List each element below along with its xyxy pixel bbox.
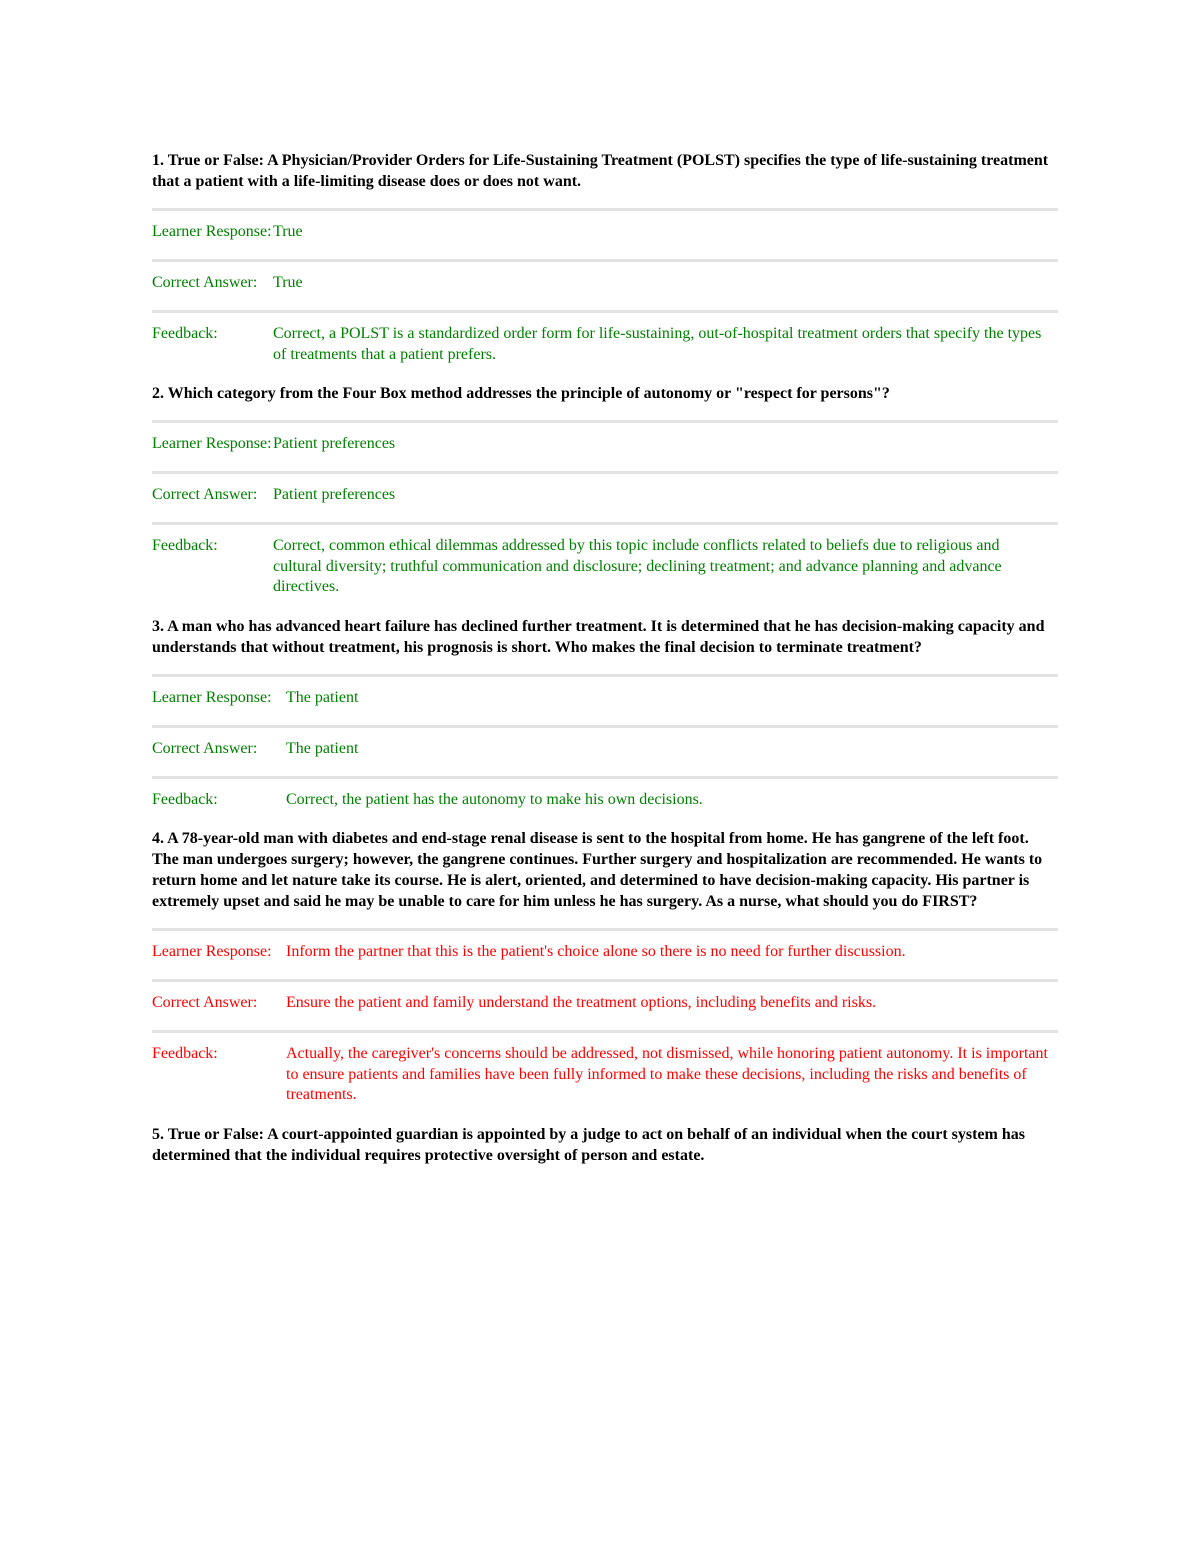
- feedback-label: Feedback:: [152, 790, 218, 808]
- question-text: 3. A man who has advanced heart failure has declined further treatment. It is determined that he has decision-making capacity and understands that without treatment, his prognosis is short. Who makes the final decision to terminate treatment?: [152, 617, 1045, 656]
- learner-response-value: Inform the partner that this is the patient's choice alone so there is no need for further discussion.: [286, 943, 906, 960]
- question-block-1: [152, 150, 1058, 369]
- feedback-label: Feedback:: [152, 325, 218, 342]
- learner-response-row: [152, 208, 1058, 259]
- question-text: 2. Which category from the Four Box method addresses the principle of autonomy or "respect for persons"?: [152, 385, 890, 402]
- answer-table: [152, 208, 1058, 369]
- learner-response-row: [152, 420, 1058, 471]
- correct-answer-value: Ensure the patient and family understand the treatment options, including benefits and risks.: [286, 994, 877, 1011]
- correct-answer-label: Correct Answer:: [152, 274, 258, 291]
- learner-response-label: Learner Response:: [152, 943, 272, 960]
- question-text: 1. True or False: A Physician/Provider Orders for Life-Sustaining Treatment (POLST) specifies the type of life-sustaining treatment that a patient with a life-limiting disease does or does not want.: [152, 152, 1049, 190]
- learner-response-label: Learner Response:: [152, 223, 272, 240]
- correct-answer-label: Correct Answer:: [152, 994, 258, 1011]
- learner-response-value: Patient preferences: [273, 435, 396, 452]
- correct-answer-row: [152, 259, 1058, 310]
- learner-response-value: True: [273, 223, 303, 240]
- question-block-4: [152, 828, 1058, 1110]
- correct-answer-value: Patient preferences: [273, 486, 396, 503]
- question-block-2: [152, 383, 1058, 602]
- correct-answer-label: Correct Answer:: [152, 486, 258, 503]
- answer-table: [152, 420, 1058, 602]
- question-block-5: [152, 1124, 1058, 1166]
- feedback-label: Feedback:: [152, 1045, 218, 1062]
- feedback-row: [152, 522, 1058, 602]
- question-block-3: [152, 616, 1058, 815]
- correct-answer-value: True: [273, 274, 303, 291]
- feedback-row: [152, 776, 1058, 815]
- feedback-value: Correct, a POLST is a standardized order form for life-sustaining, out-of-hospital treatment orders that specify the types of treatments that a patient prefers.: [273, 325, 1042, 363]
- feedback-value: Correct, the patient has the autonomy to make his own decisions.: [286, 790, 703, 808]
- feedback-value: Actually, the caregiver's concerns should be addressed, not dismissed, while honoring patient autonomy. It is important to ensure patients and families have been fully informed to make these decisions, including the risks and benefits of treatments.: [286, 1045, 1048, 1103]
- correct-answer-value: The patient: [286, 739, 359, 757]
- answer-table: [152, 928, 1058, 1110]
- feedback-value: Correct, common ethical dilemmas addressed by this topic include conflicts related to beliefs due to religious and cultural diversity; truthful communication and disclosure; declining treatment; and advance planning and advance directives.: [273, 537, 1002, 595]
- learner-response-label: Learner Response:: [152, 688, 272, 706]
- feedback-label: Feedback:: [152, 537, 218, 554]
- quiz-results: [152, 150, 1058, 1182]
- question-text: 5. True or False: A court-appointed guardian is appointed by a judge to act on behalf of an individual when the court system has determined that the individual requires protective oversight of person and estate.: [152, 1125, 1025, 1164]
- learner-response-row: [152, 928, 1058, 979]
- correct-answer-row: [152, 979, 1058, 1030]
- question-text: 4. A 78-year-old man with diabetes and end-stage renal disease is sent to the hospital from home. He has gangrene of the left foot. The man undergoes surgery; however, the gangrene continues. Further surgery and hospitalization are recommended. He wants to return home and let nature take its course. He is alert, oriented, and determined to have decision-making capacity. His partner is extremely upset and said he may be unable to care for him unless he has surgery. As a nurse, what should you do FIRST?: [152, 830, 1043, 910]
- correct-answer-row: [152, 725, 1058, 776]
- feedback-row: [152, 1030, 1058, 1110]
- learner-response-row: [152, 674, 1058, 725]
- feedback-row: [152, 310, 1058, 369]
- learner-response-value: The patient: [286, 688, 359, 706]
- correct-answer-label: Correct Answer:: [152, 739, 258, 757]
- correct-answer-row: [152, 471, 1058, 522]
- learner-response-label: Learner Response:: [152, 435, 272, 452]
- answer-table: [152, 674, 1058, 815]
